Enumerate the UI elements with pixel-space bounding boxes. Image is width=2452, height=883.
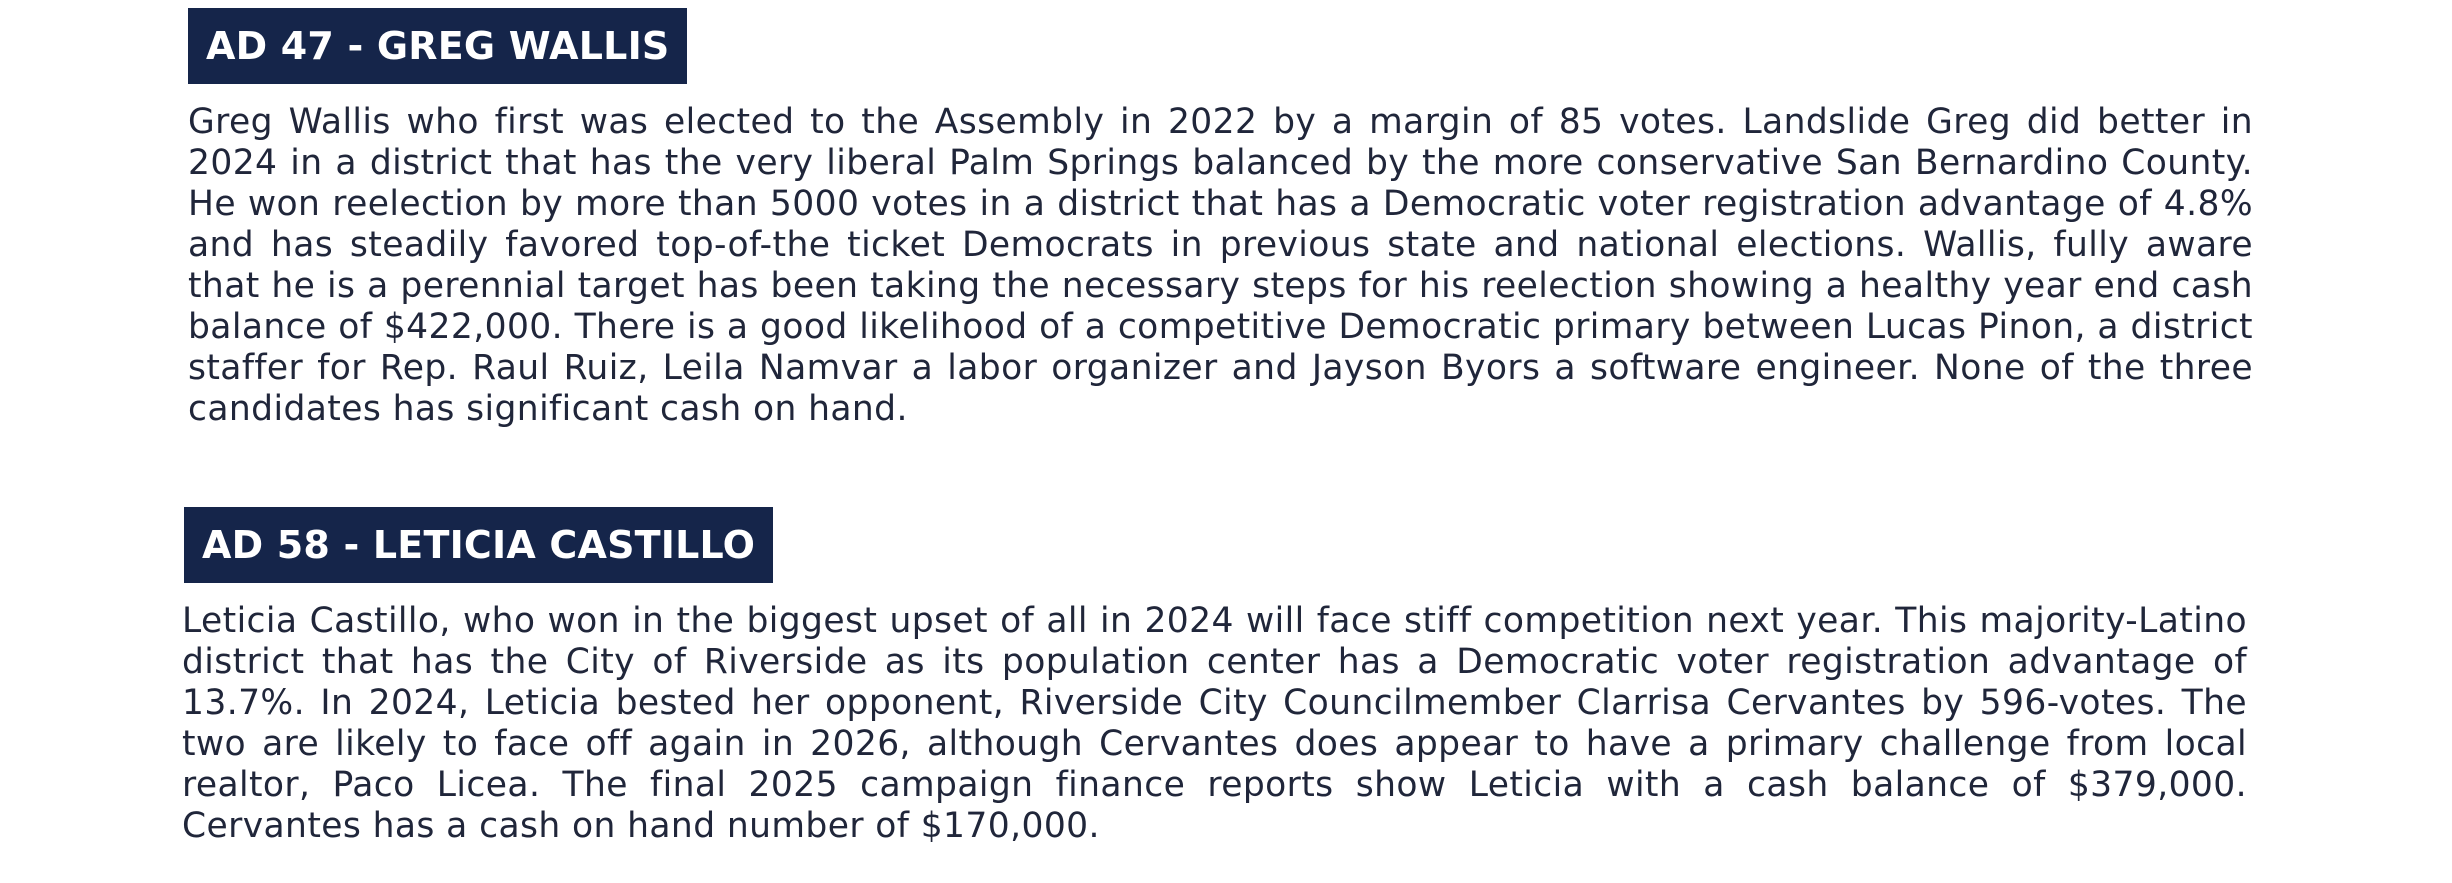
section-body-text: Greg Wallis who first was elected to the Assembly in 2022 by a margin of 85 votes. Landslide Greg did better in 2024 in a district that has the very liberal Palm Springs balanced by the more conservative San Bernardino County. He won reelection by more than 5000 votes in a district that has a Democratic voter registration advantage of 4.8% and has steadily favored top-of-the ticket Democrats in previous state and national elections. Wallis, fully aware that he is a perennial target has been taking the necessary steps for his reelection showing a healthy year end cash balance of $422,000. There is a good likelihood of a competitive Democratic primary between Lucas Pinon, a district staffer for Rep. Raul Ruiz, Leila Namvar a labor organizer and Jayson Byors a software engineer. None of the three candidates has significant cash on hand. — [188, 102, 2253, 429]
section-body-text: Leticia Castillo, who won in the biggest upset of all in 2024 will face stiff competition next year. This majority-Latino district that has the City of Riverside as its population center has a Democratic voter registration advantage of 13.7%. In 2024, Leticia bested her opponent, Riverside City Councilmember Clarrisa Cervantes by 596-votes. The two are likely to face off again in 2026, although Cervantes does appear to have a primary challenge from local realtor, Paco Licea. The final 2025 campaign finance reports show Leticia with a cash balance of $379,000. Cervantes has a cash on hand number of $170,000. — [182, 601, 2247, 846]
section-heading: AD 58 - LETICIA CASTILLO — [184, 507, 773, 583]
section-heading: AD 47 - GREG WALLIS — [188, 8, 687, 84]
